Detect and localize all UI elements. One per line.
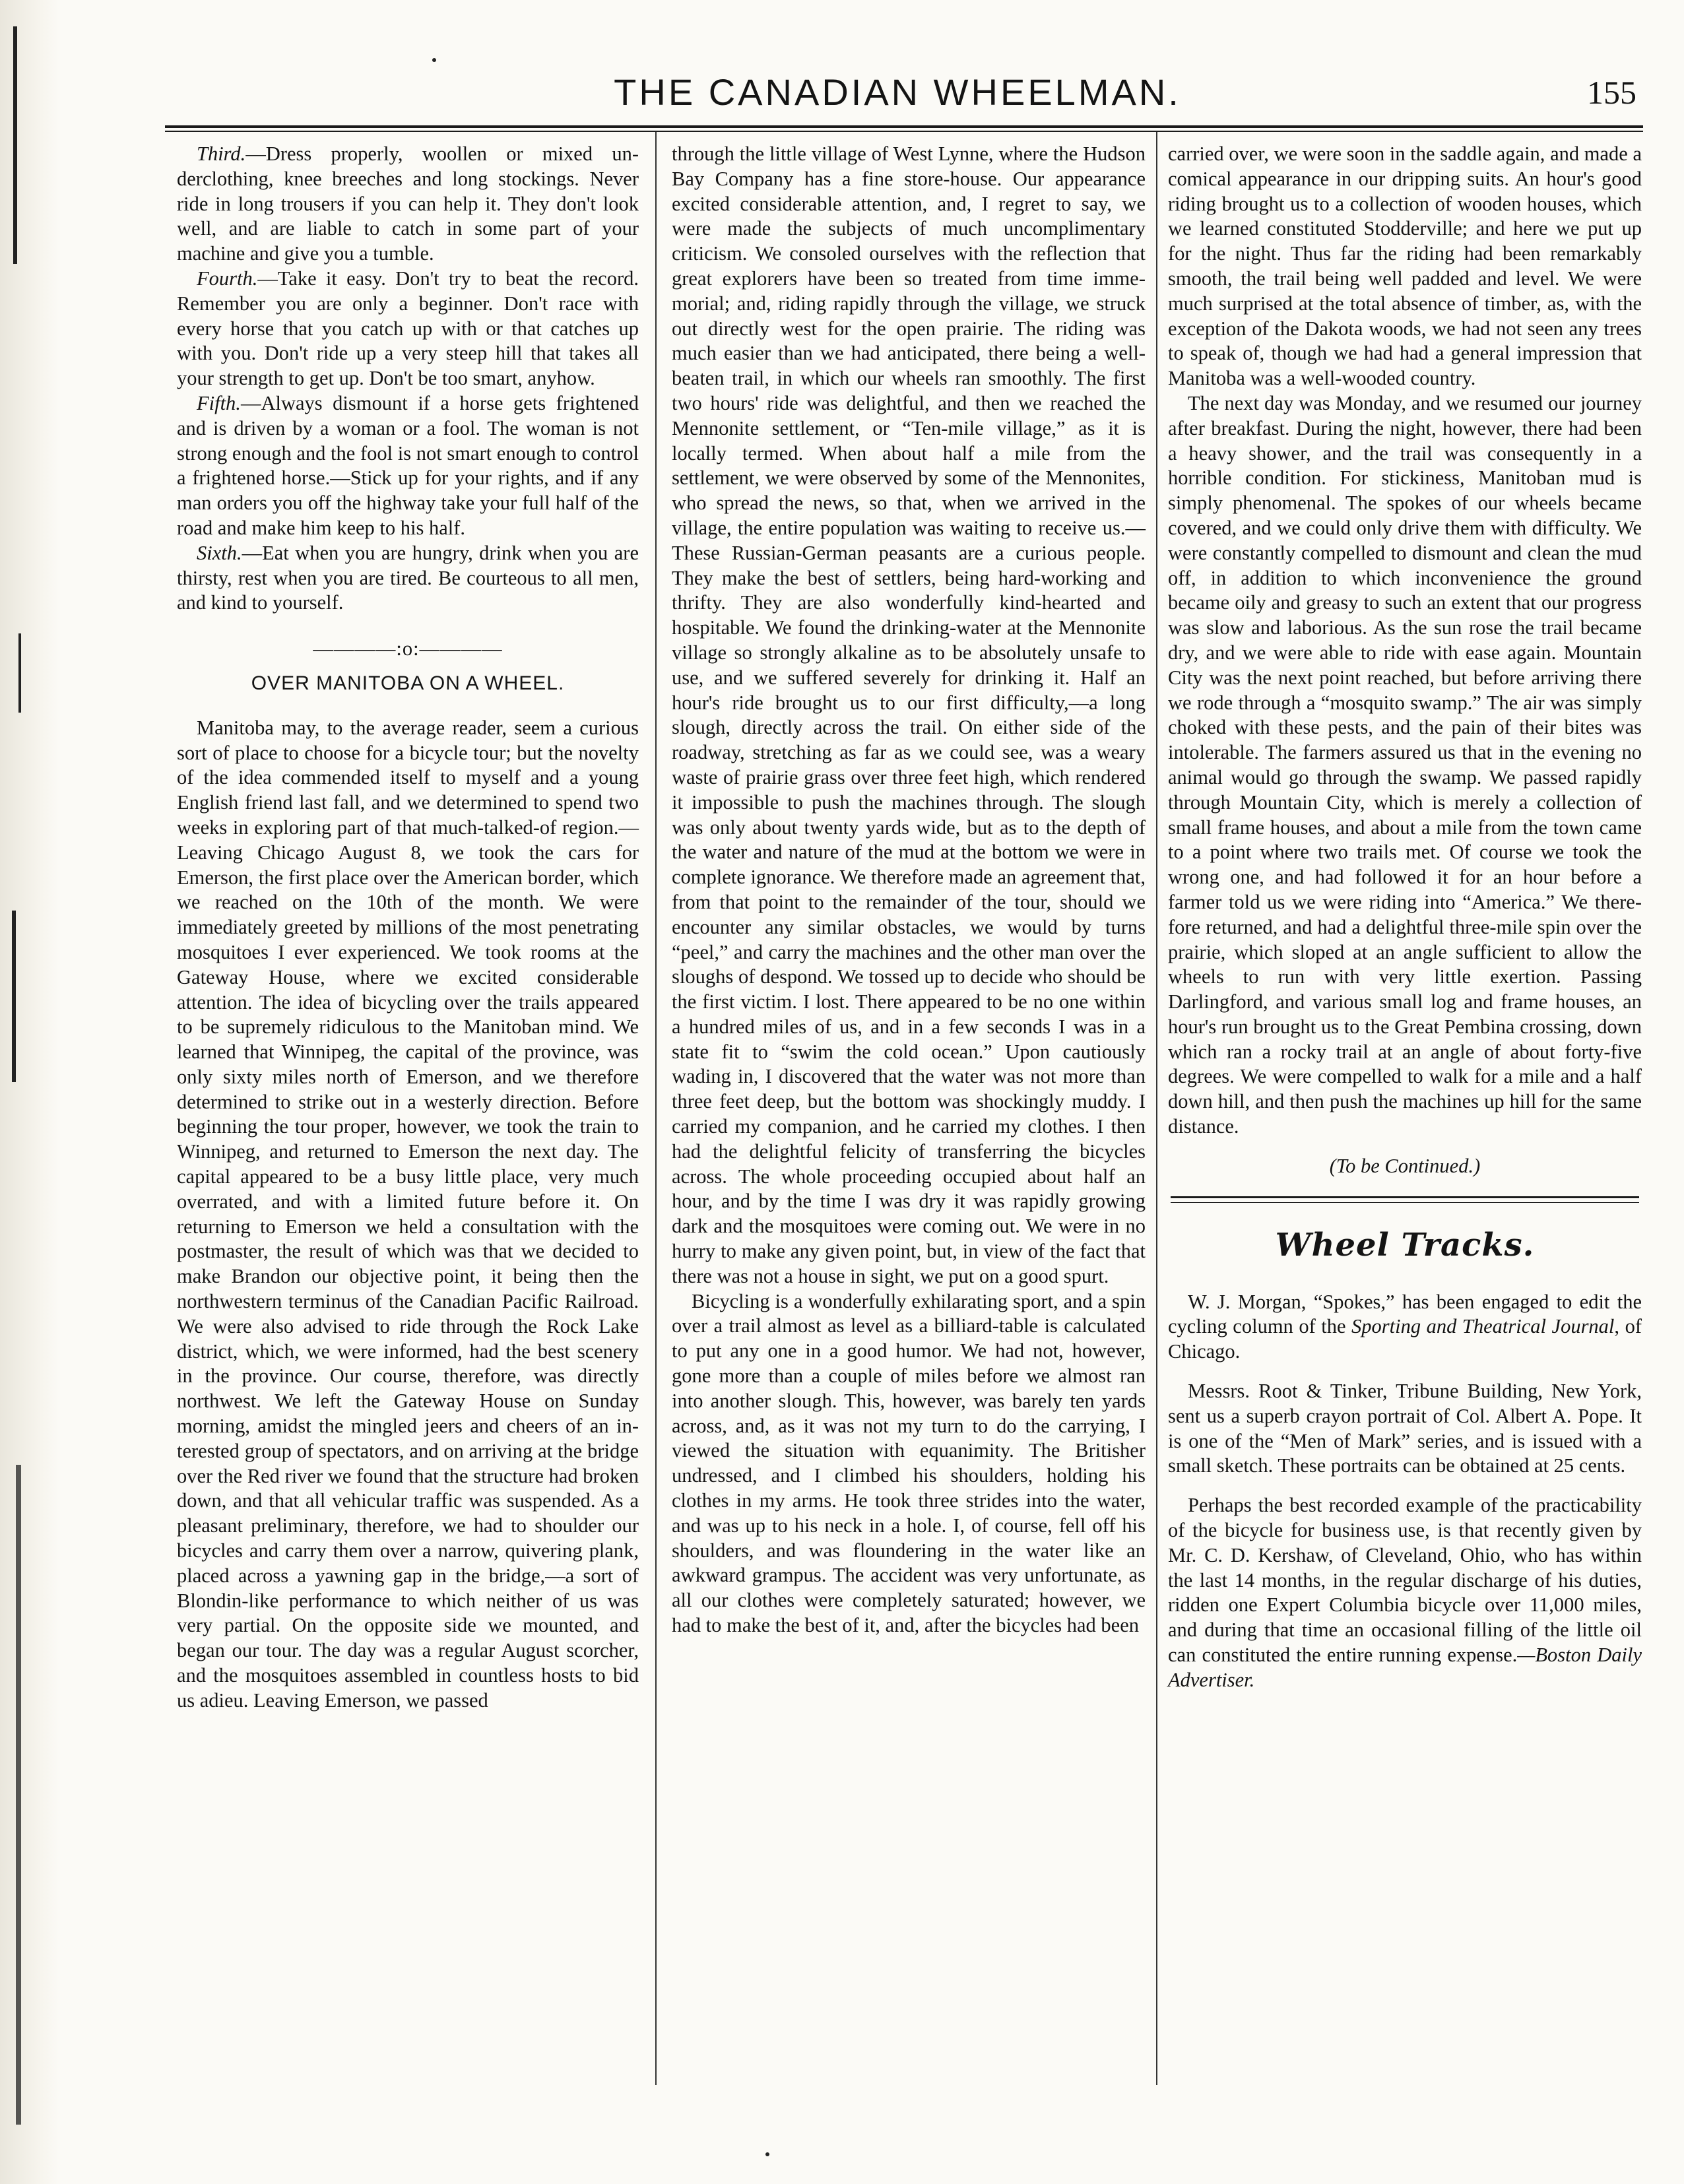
paragraph: Bicycling is a wonderfully exhilarating sport, and a spin over a trail almost as level as a billiard-table is calculated to put any one in a good humor. We had not, however, gone more than a couple of miles before we almost ran into another slough. This, however, was barely ten yards across, and, as it was not my turn to do the carrying, I viewed the situation with equanimity. The Britisher undressed, and I climbed his shoulders, holding his clothes in my arms. He took three strides into the water, and was up to his neck in a hole. I, of course, fell off his shoulders, and was floundering in the water like an awkward grampus. The accident was very unfortunate, as all our clothes were completely saturated; however, we had to make the best of it, and, after the bicycles had been bbox=[672, 1289, 1146, 1637]
binding-mark bbox=[18, 633, 21, 713]
binding-mark bbox=[13, 26, 17, 264]
paragraph-text: —Eat when you are hungry, drink when you are thirsty, rest when you are tired. Be courteous to all men, and kind to yourself. bbox=[177, 541, 639, 614]
section-divider: ————:o:———— bbox=[313, 637, 503, 660]
paragraph: Manitoba may, to the average reader, seem a curious sort of place to choose for a bicycle tour; but the novelty of the idea commended itself to myself and a young English friend last fall, and we determined to spend two weeks in exploring part of that much-talked-of region.—Leaving Chicago August 8, we took the cars for Emerson, the first place over the American border, which we reached on the 10th of the month. We were immediately greeted by millions of the most penetrating mosquitoes I ever experienced. We took rooms at the Gateway House, where we excited considerable attention. The idea of bicycling over the trails appeared to be supremely ridiculous to the Manitoban mind. We learned that Winnipeg, the capital of the province, was only sixty miles north of Emerson, and we therefore determined to strike out in a westerly direction. Before beginning the tour proper, however, we took the train to Winnipeg, and returned to Emerson the next day. The capital appeared to be a busy little place, very much overrated, and with a limited future before it. On returning to Emerson we held a consultation with the postmaster, the result of which was that we decided to make Brandon our objective point, it being then the northwestern terminus of the Canadian Pacific Railroad. We were also advised to ride through the Rock Lake district, which, we were informed, had the best scenery in the province. Our course, therefore, was directly northwest. We left the Gateway House on Sunday morning, amidst the mingled jeers and cheers of an interested group of spectators, and on arriving at the bridge over the Red river we found that the structure had broken down, and that all vehicular traffic was suspended. As a pleasant preliminary, therefore, we had to shoulder our bicycles and carry them over a narrow, quivering plank, placed across a yawning gap in the bridge,—a sort of Blondin-like performance to which neither of us was very partial. On the opposite side we mounted, and began our tour. The day was a regular August scorcher, and the mosquitoes assembled in countless hosts to bid us adieu. Leaving Emerson, we passed bbox=[177, 716, 639, 1712]
news-item bbox=[1168, 1493, 1642, 1692]
paragraph-text: —Always dismount if a horse gets frightened and is driven by a woman or a fool. The woman is not strong enough and the fool is not smart enough to control a frightened horse.—Stick up for your rights, and if any man orders you off the highway take your full half of the road and make him keep to his half. bbox=[177, 391, 639, 539]
paragraph-lead: Fifth. bbox=[197, 391, 241, 414]
header-rule bbox=[165, 125, 1643, 128]
news-item-source: —Boston Daily Advertiser. bbox=[1168, 1644, 1642, 1691]
column-rule bbox=[655, 132, 657, 2085]
binding-mark bbox=[16, 1465, 21, 2125]
page-header bbox=[158, 66, 1636, 119]
section-title: Wheel Tracks. bbox=[1275, 1226, 1535, 1264]
paragraph-lead: Third. bbox=[197, 143, 246, 165]
news-item-publication: Sporting and Theatrical Journal bbox=[1351, 1315, 1615, 1338]
news-item-text: W. J. Morgan, “Spokes,” has been engaged to edit the cycling column of the bbox=[1168, 1290, 1642, 1338]
paragraph bbox=[177, 391, 639, 541]
page-binding-edge bbox=[0, 0, 59, 2184]
column-2 bbox=[672, 142, 1146, 1638]
paragraph: The next day was Monday, and we resumed our journey after breakfast. During the night, however, there had been a heavy shower, and the trail was consequently in a horrible condition. For stickiness, Manitoban mud is simply phenomenal. The spokes of our wheels became covered, and we could only drive them with difficulty. We were constantly compelled to dismount and clean the mud off, in addition to which inconvenience the ground became oily and greasy to such an extent that our progress was slow and laborious. As the sun rose the trail became dry, and we were able to ride with ease again. Mountain City was the next point reached, but before arriving there we rode through a “mosquito swamp.” The air was simply choked with these pests, and the pain of their bites was intolerable. The farmers assured us that in the evening no animal would go through the swamp. We passed rapidly through Mountain City, which is merely a collection of small frame houses, and about a mile from the town came to a point where two trails met. Of course we took the wrong one, and had followed it for an hour before a farmer told us we were riding into “America.” We therefore returned, and had a delightful three-mile spin over the prairie, which sloped at an angle sufficient to allow the wheels to run with very little exertion. Passing Darlingford, and various small log and frame houses, an hour's run brought us to the Great Pembina crossing, down which ran a rocky trail at an angle of about forty-five degrees. We were compelled to walk for a mile and a half down hill, and then push the machines up hill for the same distance. bbox=[1168, 391, 1642, 1138]
paragraph bbox=[177, 541, 639, 616]
column-rule bbox=[1156, 132, 1157, 2085]
continued-note: (To be Continued.) bbox=[1329, 1154, 1481, 1177]
section-rule-thin bbox=[1171, 1202, 1639, 1203]
paragraph-text: —Take it easy. Don't try to beat the record. Remember you are only a beginner. Don't race with every horse that you catch up with or that catches up with you. Don't ride up a very steep hill that takes all your strength to get up. Don't be too smart, anyhow. bbox=[177, 267, 639, 390]
paragraph: carried over, we were soon in the saddle again, and made a comical appearance in our dripping suits. An hour's good riding brought us to a collection of wooden houses, which we learned constituted Stodderville; and here we put up for the night. Thus far the riding had been remarkably smooth, the trail being well padded and level. We were much surprised at the total absence of timber, as, with the exception of the Dakota woods, we had not seen any trees to speak of, though we had had a general impression that Manitoba was a well-wooded country. bbox=[1168, 143, 1642, 390]
news-item-text: , of Chicago. bbox=[1168, 1315, 1642, 1363]
print-speck bbox=[432, 58, 436, 62]
news-item-text: Perhaps the best recorded example of the practicability of the bicycle for business use, is that recently given by Mr. C. D. Kershaw, of Cleveland, Ohio, who has within the last 14 months, in the regular discharge of his duties, ridden one Expert Columbia bicycle over 11,000 miles, and during that time an occasional filling of the little oil can constituted the entire running expense. bbox=[1168, 1494, 1642, 1667]
column-1 bbox=[177, 142, 639, 1714]
section-rule bbox=[1171, 1196, 1639, 1198]
news-item: Messrs. Root & Tinker, Tribune Building, New York, sent us a superb crayon portrait of Col. Albert A. Pope. It is one of the “Men of Mark” series, and is issued with a small sketch. These portraits can be obtained at 25 cents. bbox=[1168, 1380, 1642, 1477]
column-3 bbox=[1168, 142, 1642, 1708]
page-number: 155 bbox=[1587, 74, 1636, 111]
masthead-title: THE CANADIAN WHEELMAN. bbox=[614, 71, 1181, 113]
news-item bbox=[1168, 1290, 1642, 1365]
print-speck bbox=[765, 2152, 769, 2156]
paragraph bbox=[177, 142, 639, 267]
header-rule-thin bbox=[165, 131, 1643, 132]
paragraph: through the little village of West Lynne, where the Hudson Bay Company has a fine store-house. Our appearance excited considerable attention, and, I regret to say, we were made the subjects of much uncomplimentary criticism. We consoled ourselves with the reflection that great explorers have been so treated from time immemorial; and, riding rapidly through the village, we struck out directly west for the open prairie. The riding was much easier than we had anticipated, there being a well-beaten trail, in which our wheels ran smoothly. The first two hours' ride was delightful, and then we reached the Mennonite settlement, or “Ten-mile village,” as it is locally termed. When about half a mile from the settlement, we were observed by some of the Mennonites, who spread the news, so that, when we arrived in the village, the entire population was waiting to receive us.—These Russian-German peasants are a curious people. They make the best of settlers, being hard-working and thrifty. They are also wonderfully kind-hearted and hospitable. We found the drinking-water at the Mennonite village so strongly alkaline as to be absolutely unsafe to use, and we suffered severely for drinking it. Half an hour's ride brought us to our first difficulty,—a long slough, directly across the trail. On either side of the roadway, stretching as far as we could see, was a weary waste of prairie grass over three feet high, which rendered it impossible to push the machines through. The slough was only about twenty yards wide, but as to the depth of the water and nature of the mud at the bottom we were in complete ignorance. We therefore made an agreement that, from that point to the remainder of the tour, should we encounter any similar obstacles, we would by turns “peel,” and carry the machines and the other man over the sloughs of despond. We tossed up to decide who should be the first victim. I lost. There appeared to be no one within a hundred miles of us, and in a few seconds I was in a state fit to “swim the cold ocean.” Upon cautiously wading in, I discovered that the water was not more than three feet deep, but the bottom was shockingly muddy. I carried my companion, and he carried my clothes. I then had the delightful felicity of transferring the bicycles across. The whole proceeding occupied about half an hour, and by the time I was dry it was rapidly growing dark and the mosquitoes were coming out. We were in no hurry to make any given point, but, in view of the fact that there was not a house in sight, we put on a good spurt. bbox=[672, 143, 1146, 1287]
paragraph-lead: Sixth. bbox=[197, 541, 242, 564]
paragraph-text: —Dress properly, woollen or mixed underclothing, knee breeches and long stockings. Never ride in long trousers if you can help it. They don't look well, and are liable to catch in some part of your machine and give you a tumble. bbox=[177, 143, 639, 265]
binding-mark bbox=[12, 911, 16, 1082]
article-heading: OVER MANITOBA ON A WHEEL. bbox=[251, 672, 565, 694]
paragraph bbox=[177, 267, 639, 391]
paragraph-lead: Fourth. bbox=[197, 267, 258, 290]
